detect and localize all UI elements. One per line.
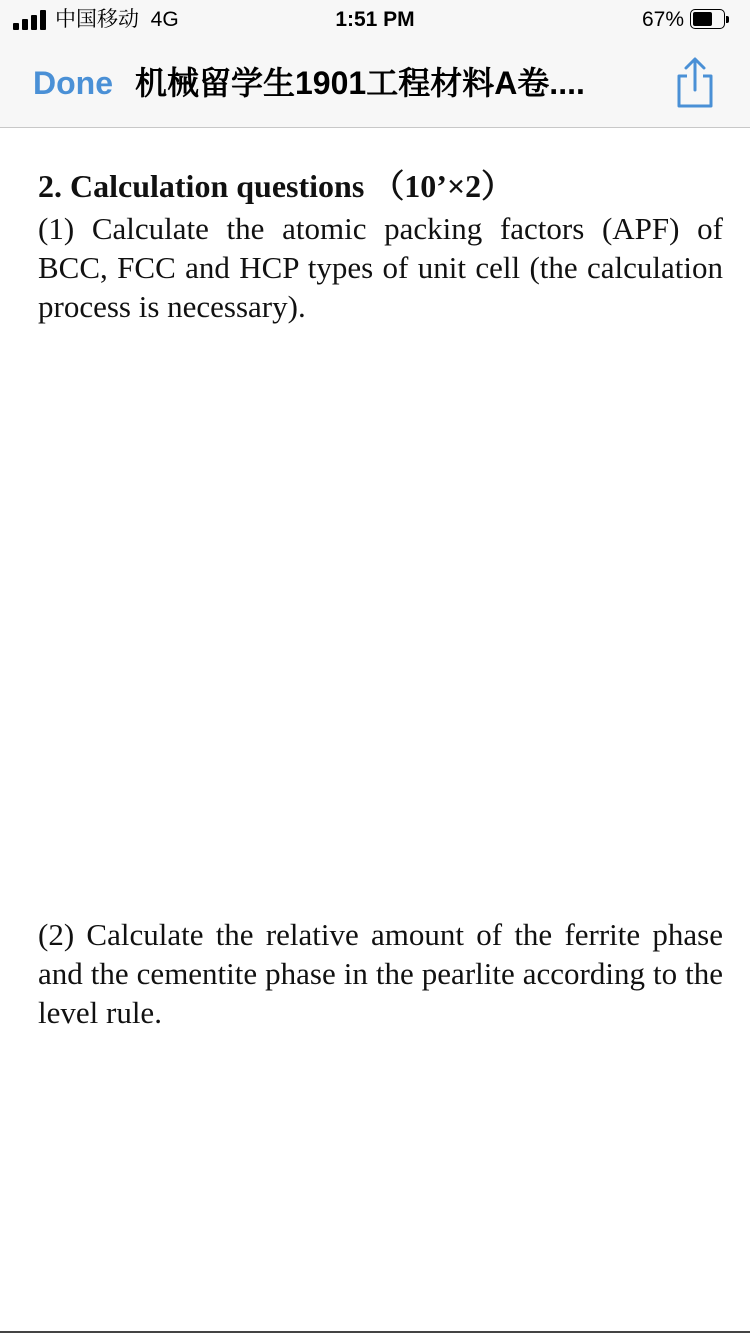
- battery-level-fill: [693, 12, 712, 26]
- done-button[interactable]: Done: [33, 65, 113, 101]
- document-page[interactable]: [0, 128, 750, 1334]
- document-title: 机械留学生1901工程材料A卷....: [135, 65, 585, 101]
- question-2: (2) Calculate the relative amount of the ferrite phase and the cementite phase in the pearlite according to the level rule.: [38, 917, 723, 1030]
- network-type: 4G: [150, 8, 179, 31]
- section-heading: 2. Calculation questions （10’×2）: [38, 168, 514, 204]
- battery-icon: [690, 9, 731, 31]
- navigation-bar: [0, 40, 750, 128]
- page-divider: [0, 1331, 750, 1333]
- share-icon[interactable]: [670, 54, 720, 112]
- status-time: 1:51 PM: [335, 8, 415, 31]
- question-1: (1) Calculate the atomic packing factors (APF) of BCC, FCC and HCP types of unit cell (the calculation process is necessary).: [38, 211, 723, 324]
- status-bar: [0, 0, 750, 40]
- battery-percentage: 67%: [641, 8, 684, 31]
- carrier-name: 中国移动: [55, 8, 139, 31]
